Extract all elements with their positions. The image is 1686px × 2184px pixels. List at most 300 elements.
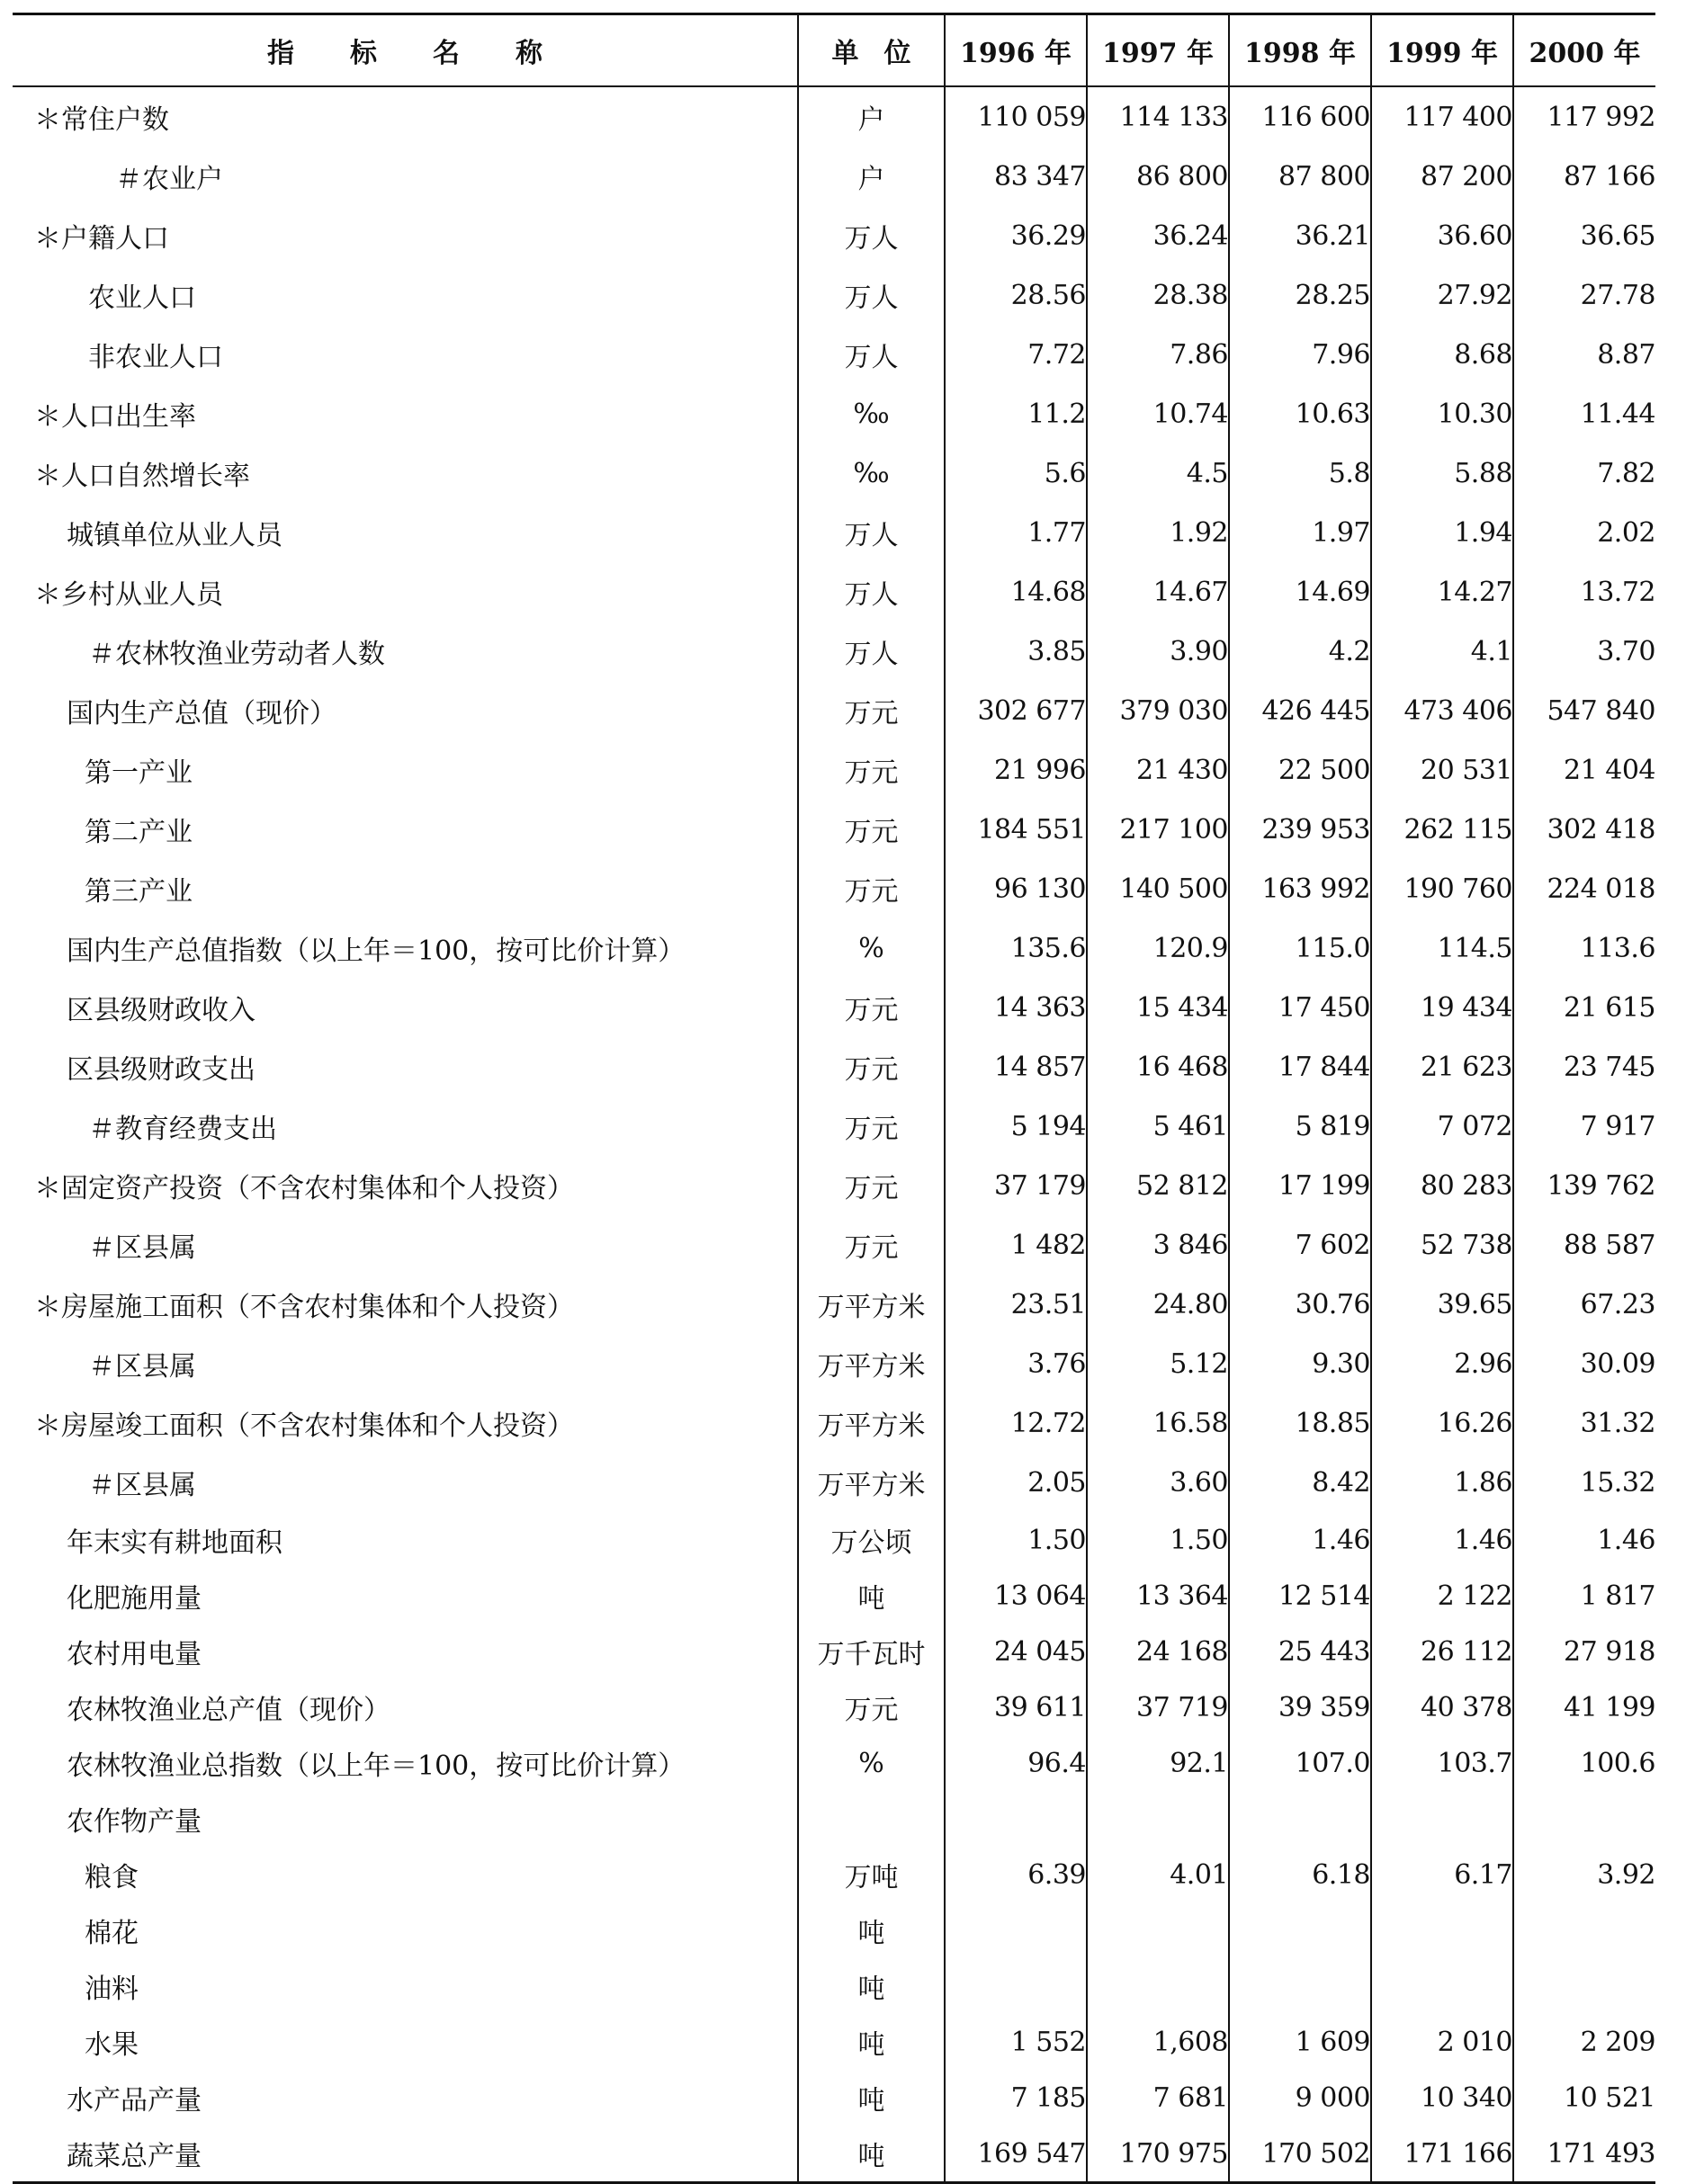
value-cell: 14.27 <box>1371 562 1513 622</box>
indicator-name-cell <box>13 1847 798 1902</box>
indicator-name-cell <box>13 918 798 978</box>
indicator-name: ＊户籍人口 <box>34 223 169 255</box>
unit-cell: 吨 <box>798 1568 945 1624</box>
table-row <box>13 562 1655 622</box>
value-cell: 1.46 <box>1513 1512 1655 1568</box>
value-cell: 163 992 <box>1229 859 1371 918</box>
indicator-name-cell <box>13 86 798 147</box>
table-row <box>13 1568 1655 1624</box>
unit-cell: 吨 <box>798 2126 945 2183</box>
value-cell: 5.88 <box>1371 443 1513 503</box>
value-cell: 7 602 <box>1229 1215 1371 1275</box>
value-cell: 3 846 <box>1087 1215 1229 1275</box>
unit-cell: ‰ <box>798 384 945 443</box>
indicator-name: 第三产业 <box>85 876 193 908</box>
value-cell: 17 844 <box>1229 1037 1371 1096</box>
value-cell: 22 500 <box>1229 740 1371 800</box>
value-cell: 4.2 <box>1229 622 1371 681</box>
value-cell: 11.2 <box>945 384 1087 443</box>
value-cell: 6.17 <box>1371 1847 1513 1902</box>
value-cell: 23 745 <box>1513 1037 1655 1096</box>
value-cell: 21 430 <box>1087 740 1229 800</box>
unit-cell: 万元 <box>798 740 945 800</box>
value-cell: 5 819 <box>1229 1096 1371 1156</box>
unit-cell: 万人 <box>798 325 945 384</box>
value-cell <box>1513 1791 1655 1847</box>
value-cell: 426 445 <box>1229 681 1371 740</box>
table-row <box>13 740 1655 800</box>
value-cell: 13 064 <box>945 1568 1087 1624</box>
indicator-name-cell <box>13 325 798 384</box>
value-cell: 10 521 <box>1513 2070 1655 2126</box>
value-cell: 21 615 <box>1513 978 1655 1037</box>
indicator-name-cell <box>13 1791 798 1847</box>
value-cell: 87 166 <box>1513 147 1655 206</box>
value-cell: 140 500 <box>1087 859 1229 918</box>
indicator-name: ＃区县属 <box>88 1351 196 1383</box>
indicator-name-cell <box>13 1275 798 1334</box>
table-row <box>13 206 1655 265</box>
table-row <box>13 147 1655 206</box>
indicator-name: 区县级财政收入 <box>67 995 256 1026</box>
value-cell: 52 812 <box>1087 1156 1229 1215</box>
unit-cell: 户 <box>798 86 945 147</box>
unit-cell: 吨 <box>798 1902 945 1958</box>
table-row <box>13 978 1655 1037</box>
indicator-name-cell <box>13 740 798 800</box>
value-cell <box>945 1958 1087 2014</box>
table-row <box>13 443 1655 503</box>
value-cell: 28.56 <box>945 265 1087 325</box>
table-body <box>13 86 1655 2183</box>
unit-cell: 万人 <box>798 503 945 562</box>
value-cell: 27.78 <box>1513 265 1655 325</box>
column-header-year: 1996 年 <box>945 14 1087 87</box>
indicator-name: ＃教育经费支出 <box>88 1114 277 1145</box>
statistics-table-container <box>13 13 1655 2184</box>
value-cell <box>1229 1902 1371 1958</box>
value-cell: 39.65 <box>1371 1275 1513 1334</box>
value-cell: 239 953 <box>1229 800 1371 859</box>
indicator-name: ＊固定资产投资（不含农村集体和个人投资） <box>34 1173 574 1204</box>
value-cell: 1 482 <box>945 1215 1087 1275</box>
value-cell: 27 918 <box>1513 1624 1655 1679</box>
indicator-name-cell <box>13 1624 798 1679</box>
value-cell: 2 209 <box>1513 2014 1655 2070</box>
value-cell: 36.24 <box>1087 206 1229 265</box>
value-cell <box>945 1902 1087 1958</box>
value-cell: 115.0 <box>1229 918 1371 978</box>
value-cell: 547 840 <box>1513 681 1655 740</box>
value-cell: 103.7 <box>1371 1735 1513 1791</box>
value-cell: 4.01 <box>1087 1847 1229 1902</box>
value-cell: 40 378 <box>1371 1679 1513 1735</box>
unit-cell: 万元 <box>798 681 945 740</box>
indicator-name-cell <box>13 265 798 325</box>
indicator-name-cell <box>13 1453 798 1512</box>
value-cell: 8.87 <box>1513 325 1655 384</box>
unit-cell: 万平方米 <box>798 1275 945 1334</box>
value-cell: 24 168 <box>1087 1624 1229 1679</box>
value-cell: 1.86 <box>1371 1453 1513 1512</box>
value-cell: 80 283 <box>1371 1156 1513 1215</box>
value-cell: 1.46 <box>1229 1512 1371 1568</box>
table-row <box>13 1156 1655 1215</box>
value-cell: 3.90 <box>1087 622 1229 681</box>
indicator-name-cell <box>13 1735 798 1791</box>
table-row <box>13 1512 1655 1568</box>
value-cell: 28.25 <box>1229 265 1371 325</box>
indicator-name: 农林牧渔业总指数（以上年＝100，按可比价计算） <box>67 1750 686 1782</box>
value-cell: 96 130 <box>945 859 1087 918</box>
indicator-name-cell <box>13 147 798 206</box>
unit-cell: 吨 <box>798 2070 945 2126</box>
value-cell: 31.32 <box>1513 1393 1655 1453</box>
value-cell: 16.58 <box>1087 1393 1229 1453</box>
indicator-name: 第一产业 <box>85 757 193 789</box>
unit-cell: ‰ <box>798 443 945 503</box>
value-cell: 5 194 <box>945 1096 1087 1156</box>
unit-cell: 万人 <box>798 265 945 325</box>
indicator-name: 年末实有耕地面积 <box>67 1527 282 1559</box>
value-cell: 18.85 <box>1229 1393 1371 1453</box>
indicator-name-cell <box>13 1568 798 1624</box>
value-cell: 37 719 <box>1087 1679 1229 1735</box>
table-row <box>13 2070 1655 2126</box>
value-cell: 24.80 <box>1087 1275 1229 1334</box>
indicator-name-cell <box>13 443 798 503</box>
value-cell: 1.97 <box>1229 503 1371 562</box>
value-cell <box>1087 1791 1229 1847</box>
value-cell: 116 600 <box>1229 86 1371 147</box>
value-cell: 23.51 <box>945 1275 1087 1334</box>
column-header-year: 1997 年 <box>1087 14 1229 87</box>
value-cell: 14.67 <box>1087 562 1229 622</box>
column-header-year: 1998 年 <box>1229 14 1371 87</box>
value-cell: 135.6 <box>945 918 1087 978</box>
value-cell: 117 992 <box>1513 86 1655 147</box>
value-cell: 7 681 <box>1087 2070 1229 2126</box>
value-cell: 24 045 <box>945 1624 1087 1679</box>
value-cell: 9.30 <box>1229 1334 1371 1393</box>
table-row <box>13 1215 1655 1275</box>
value-cell: 87 800 <box>1229 147 1371 206</box>
value-cell: 170 975 <box>1087 2126 1229 2183</box>
table-row <box>13 918 1655 978</box>
value-cell: 2 010 <box>1371 2014 1513 2070</box>
table-row <box>13 1958 1655 2014</box>
value-cell: 3.92 <box>1513 1847 1655 1902</box>
value-cell: 17 450 <box>1229 978 1371 1037</box>
table-row <box>13 800 1655 859</box>
value-cell: 100.6 <box>1513 1735 1655 1791</box>
value-cell: 2.05 <box>945 1453 1087 1512</box>
value-cell: 1.50 <box>1087 1512 1229 1568</box>
value-cell: 14.68 <box>945 562 1087 622</box>
value-cell: 5.8 <box>1229 443 1371 503</box>
unit-cell <box>798 1791 945 1847</box>
indicator-name: ＃区县属 <box>88 1470 196 1501</box>
value-cell: 8.68 <box>1371 325 1513 384</box>
indicator-name: 国内生产总值指数（以上年＝100，按可比价计算） <box>67 935 686 967</box>
indicator-name-cell <box>13 2126 798 2183</box>
indicator-name-cell <box>13 206 798 265</box>
table-row <box>13 1037 1655 1096</box>
indicator-name-cell <box>13 1393 798 1453</box>
value-cell: 15.32 <box>1513 1453 1655 1512</box>
table-row <box>13 1334 1655 1393</box>
table-row <box>13 1735 1655 1791</box>
unit-cell: 万元 <box>798 1037 945 1096</box>
value-cell <box>1513 1958 1655 2014</box>
unit-cell: 万公顷 <box>798 1512 945 1568</box>
value-cell: 7.82 <box>1513 443 1655 503</box>
indicator-name-cell <box>13 1902 798 1958</box>
value-cell: 4.5 <box>1087 443 1229 503</box>
value-cell: 114.5 <box>1371 918 1513 978</box>
value-cell: 171 166 <box>1371 2126 1513 2183</box>
value-cell: 15 434 <box>1087 978 1229 1037</box>
value-cell: 86 800 <box>1087 147 1229 206</box>
value-cell: 7.86 <box>1087 325 1229 384</box>
value-cell: 36.21 <box>1229 206 1371 265</box>
value-cell: 7.96 <box>1229 325 1371 384</box>
value-cell: 5.6 <box>945 443 1087 503</box>
unit-cell: 万平方米 <box>798 1393 945 1453</box>
value-cell: 92.1 <box>1087 1735 1229 1791</box>
indicator-name: 农林牧渔业总产值（现价） <box>67 1695 390 1726</box>
indicator-name: ＃区县属 <box>88 1232 196 1264</box>
indicator-name: ＊房屋施工面积（不含农村集体和个人投资） <box>34 1292 574 1323</box>
value-cell: 1 817 <box>1513 1568 1655 1624</box>
value-cell: 13.72 <box>1513 562 1655 622</box>
value-cell: 7 072 <box>1371 1096 1513 1156</box>
value-cell <box>1087 1902 1229 1958</box>
value-cell: 88 587 <box>1513 1215 1655 1275</box>
column-header-unit: 单位 <box>798 14 945 87</box>
indicator-name: 区县级财政支出 <box>67 1054 256 1086</box>
value-cell: 7 185 <box>945 2070 1087 2126</box>
value-cell: 52 738 <box>1371 1215 1513 1275</box>
value-cell: 1 552 <box>945 2014 1087 2070</box>
table-row <box>13 2014 1655 2070</box>
value-cell: 28.38 <box>1087 265 1229 325</box>
value-cell: 302 418 <box>1513 800 1655 859</box>
table-row <box>13 2126 1655 2183</box>
value-cell: 3.70 <box>1513 622 1655 681</box>
value-cell: 14 363 <box>945 978 1087 1037</box>
value-cell: 224 018 <box>1513 859 1655 918</box>
value-cell: 13 364 <box>1087 1568 1229 1624</box>
value-cell: 379 030 <box>1087 681 1229 740</box>
unit-cell: 万元 <box>798 800 945 859</box>
indicator-name-cell <box>13 1679 798 1735</box>
indicator-name: 城镇单位从业人员 <box>67 520 282 551</box>
indicator-name: ＊常住户数 <box>34 104 169 136</box>
value-cell: 21 623 <box>1371 1037 1513 1096</box>
value-cell: 1.92 <box>1087 503 1229 562</box>
value-cell: 10.63 <box>1229 384 1371 443</box>
value-cell: 21 996 <box>945 740 1087 800</box>
unit-cell: 万吨 <box>798 1847 945 1902</box>
indicator-name: ＃农业户 <box>115 164 223 195</box>
value-cell: 6.18 <box>1229 1847 1371 1902</box>
unit-cell: 万元 <box>798 859 945 918</box>
indicator-name: ＃农林牧渔业劳动者人数 <box>88 639 385 670</box>
value-cell <box>1371 1958 1513 2014</box>
value-cell: 21 404 <box>1513 740 1655 800</box>
value-cell: 14 857 <box>945 1037 1087 1096</box>
table-header <box>13 14 1655 87</box>
indicator-name-cell <box>13 384 798 443</box>
unit-cell: 万人 <box>798 562 945 622</box>
value-cell: 2 122 <box>1371 1568 1513 1624</box>
value-cell: 19 434 <box>1371 978 1513 1037</box>
unit-cell: 万元 <box>798 978 945 1037</box>
table-row <box>13 1847 1655 1902</box>
indicator-name: 化肥施用量 <box>67 1583 202 1615</box>
value-cell: 30.09 <box>1513 1334 1655 1393</box>
value-cell: 12.72 <box>945 1393 1087 1453</box>
table-row <box>13 1453 1655 1512</box>
indicator-name-cell <box>13 978 798 1037</box>
value-cell: 4.1 <box>1371 622 1513 681</box>
value-cell: 25 443 <box>1229 1624 1371 1679</box>
unit-cell: 万人 <box>798 206 945 265</box>
value-cell: 8.42 <box>1229 1453 1371 1512</box>
indicator-name-cell <box>13 800 798 859</box>
value-cell <box>1371 1902 1513 1958</box>
value-cell: 190 760 <box>1371 859 1513 918</box>
column-header-indicator: 指标名称 <box>13 14 798 87</box>
value-cell: 1,608 <box>1087 2014 1229 2070</box>
value-cell: 14.69 <box>1229 562 1371 622</box>
indicator-name: ＊人口自然增长率 <box>34 461 250 492</box>
value-cell: 171 493 <box>1513 2126 1655 2183</box>
indicator-name: 水果 <box>85 2029 139 2061</box>
value-cell: 9 000 <box>1229 2070 1371 2126</box>
indicator-name: 农业人口 <box>88 282 196 314</box>
table-row <box>13 1393 1655 1453</box>
indicator-name: 蔬菜总产量 <box>67 2141 202 2172</box>
unit-cell: 万元 <box>798 1156 945 1215</box>
indicator-name: 农村用电量 <box>67 1639 202 1670</box>
value-cell: 139 762 <box>1513 1156 1655 1215</box>
indicator-name: 水产品产量 <box>67 2085 202 2117</box>
indicator-name: ＊乡村从业人员 <box>34 579 223 611</box>
value-cell: 113.6 <box>1513 918 1655 978</box>
indicator-name: 粮食 <box>85 1862 139 1893</box>
value-cell: 37 179 <box>945 1156 1087 1215</box>
value-cell: 10.30 <box>1371 384 1513 443</box>
indicator-name: 农作物产量 <box>67 1806 202 1838</box>
indicator-name-cell <box>13 622 798 681</box>
table-row <box>13 86 1655 147</box>
indicator-name: ＊房屋竣工面积（不含农村集体和个人投资） <box>34 1410 574 1442</box>
unit-cell: 万元 <box>798 1215 945 1275</box>
value-cell: 107.0 <box>1229 1735 1371 1791</box>
table-row <box>13 325 1655 384</box>
value-cell <box>1513 1902 1655 1958</box>
unit-cell: 万平方米 <box>798 1453 945 1512</box>
value-cell: 10 340 <box>1371 2070 1513 2126</box>
value-cell <box>1371 1791 1513 1847</box>
indicator-name-cell <box>13 681 798 740</box>
value-cell: 169 547 <box>945 2126 1087 2183</box>
value-cell: 5 461 <box>1087 1096 1229 1156</box>
statistics-table <box>13 13 1655 2184</box>
column-header-year: 1999 年 <box>1371 14 1513 87</box>
indicator-name-cell <box>13 2070 798 2126</box>
value-cell: 2.02 <box>1513 503 1655 562</box>
value-cell: 36.65 <box>1513 206 1655 265</box>
value-cell <box>1087 1958 1229 2014</box>
value-cell: 17 199 <box>1229 1156 1371 1215</box>
value-cell: 39 359 <box>1229 1679 1371 1735</box>
value-cell: 39 611 <box>945 1679 1087 1735</box>
value-cell: 262 115 <box>1371 800 1513 859</box>
value-cell: 2.96 <box>1371 1334 1513 1393</box>
unit-cell: 万元 <box>798 1096 945 1156</box>
unit-cell: 吨 <box>798 1958 945 2014</box>
table-row <box>13 1791 1655 1847</box>
value-cell <box>945 1791 1087 1847</box>
indicator-name: 棉花 <box>85 1918 139 1949</box>
value-cell: 120.9 <box>1087 918 1229 978</box>
table-row <box>13 384 1655 443</box>
unit-cell: 万千瓦时 <box>798 1624 945 1679</box>
indicator-name-cell <box>13 1215 798 1275</box>
indicator-name: 第二产业 <box>85 817 193 848</box>
indicator-name: ＊人口出生率 <box>34 401 196 433</box>
value-cell: 1 609 <box>1229 2014 1371 2070</box>
value-cell: 83 347 <box>945 147 1087 206</box>
table-row <box>13 1275 1655 1334</box>
table-row <box>13 503 1655 562</box>
table-row <box>13 681 1655 740</box>
value-cell: 41 199 <box>1513 1679 1655 1735</box>
table-row <box>13 859 1655 918</box>
unit-cell: 吨 <box>798 2014 945 2070</box>
value-cell: 117 400 <box>1371 86 1513 147</box>
value-cell: 184 551 <box>945 800 1087 859</box>
indicator-name: 油料 <box>85 1974 139 2005</box>
value-cell: 7.72 <box>945 325 1087 384</box>
value-cell: 67.23 <box>1513 1275 1655 1334</box>
value-cell: 10.74 <box>1087 384 1229 443</box>
indicator-name-cell <box>13 2014 798 2070</box>
indicator-name-cell <box>13 1156 798 1215</box>
unit-cell: 万平方米 <box>798 1334 945 1393</box>
unit-cell: % <box>798 1735 945 1791</box>
value-cell: 3.76 <box>945 1334 1087 1393</box>
value-cell: 87 200 <box>1371 147 1513 206</box>
value-cell: 5.12 <box>1087 1334 1229 1393</box>
value-cell: 1.94 <box>1371 503 1513 562</box>
indicator-name-cell <box>13 1037 798 1096</box>
value-cell: 217 100 <box>1087 800 1229 859</box>
value-cell: 1.46 <box>1371 1512 1513 1568</box>
indicator-name-cell <box>13 1096 798 1156</box>
unit-cell: 万人 <box>798 622 945 681</box>
value-cell: 16 468 <box>1087 1037 1229 1096</box>
value-cell: 110 059 <box>945 86 1087 147</box>
value-cell: 96.4 <box>945 1735 1087 1791</box>
value-cell: 170 502 <box>1229 2126 1371 2183</box>
indicator-name-cell <box>13 1512 798 1568</box>
value-cell: 16.26 <box>1371 1393 1513 1453</box>
value-cell <box>1229 1958 1371 2014</box>
